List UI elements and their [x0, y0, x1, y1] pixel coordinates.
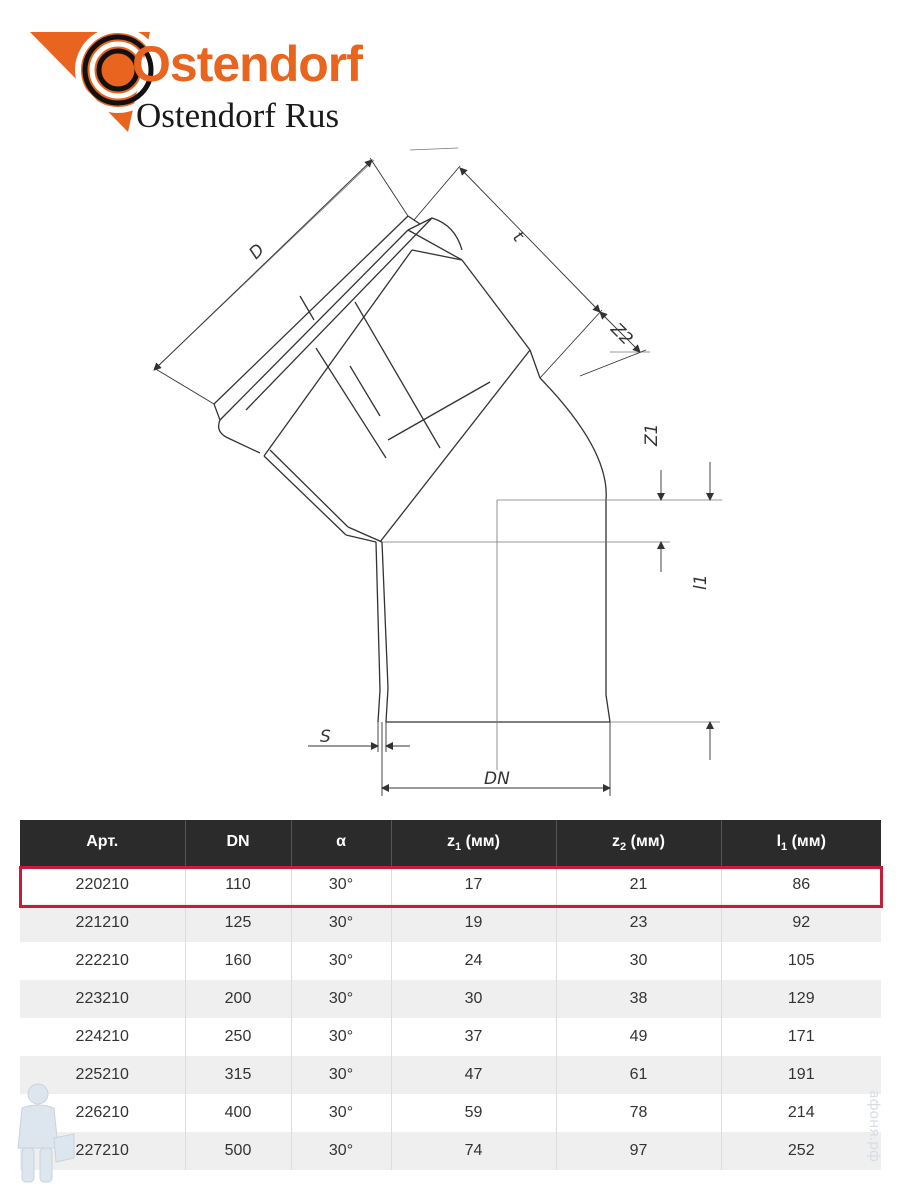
table-cell: 30 [556, 942, 721, 980]
label-d: D [245, 240, 269, 264]
table-cell: 400 [185, 1094, 291, 1132]
table-cell: 125 [185, 904, 291, 942]
pipe-outer-left-line [382, 542, 388, 688]
table-cell: 191 [721, 1056, 881, 1094]
table-cell: 250 [185, 1018, 291, 1056]
table-cell: 30° [291, 866, 391, 904]
table-row-highlighted [20, 866, 881, 904]
brand-sub-name: Ostendorf Rus [136, 96, 340, 135]
table-cell: 30 [391, 980, 556, 1018]
table-cell: 500 [185, 1132, 291, 1170]
table-cell: 105 [721, 942, 881, 980]
column-header: α [291, 820, 391, 866]
table-cell: 61 [556, 1056, 721, 1094]
table-cell: 171 [721, 1018, 881, 1056]
column-header: Арт. [20, 820, 185, 866]
table-cell: 23 [556, 904, 721, 942]
table-cell: 226210 [20, 1094, 185, 1132]
table-cell: 37 [391, 1018, 556, 1056]
plumber-mascot-icon [8, 1078, 78, 1188]
table-row [20, 904, 881, 942]
table-cell: 224210 [20, 1018, 185, 1056]
column-header: $l_1$ (мм) [721, 820, 881, 866]
table-cell: 30° [291, 1018, 391, 1056]
specification-table [20, 820, 881, 1170]
table-cell: 30° [291, 980, 391, 1018]
label-t: t [508, 227, 528, 247]
label-z1: Z1 [642, 423, 662, 446]
table-cell: 110 [185, 866, 291, 904]
table-cell: 49 [556, 1018, 721, 1056]
table-row [20, 980, 881, 1018]
table-cell: 252 [721, 1132, 881, 1170]
table-row [20, 1018, 881, 1056]
label-s: S [320, 727, 331, 747]
table-cell: 129 [721, 980, 881, 1018]
label-z2: Z2 [606, 319, 637, 350]
table-cell: 222210 [20, 942, 185, 980]
table-row [20, 1132, 881, 1170]
table-cell: 47 [391, 1056, 556, 1094]
table-cell: 30° [291, 942, 391, 980]
table-cell: 59 [391, 1094, 556, 1132]
table-cell: 30° [291, 1056, 391, 1094]
table-cell: 19 [391, 904, 556, 942]
dimension-d-line [154, 160, 372, 370]
label-l1: l1 [691, 574, 711, 590]
label-dn: DN [484, 769, 510, 789]
pipe-bend-drawing [110, 120, 730, 810]
dimension-t-line [460, 168, 600, 312]
table-cell: 17 [391, 866, 556, 904]
table-cell: 227210 [20, 1132, 185, 1170]
table-cell: 225210 [20, 1056, 185, 1094]
table-cell: 30° [291, 904, 391, 942]
table-cell: 223210 [20, 980, 185, 1018]
column-header: $z_2$ (мм) [556, 820, 721, 866]
table-cell: 30° [291, 1132, 391, 1170]
table-cell: 97 [556, 1132, 721, 1170]
table-cell: 160 [185, 942, 291, 980]
table-cell: 220210 [20, 866, 185, 904]
table-cell: 30° [291, 1094, 391, 1132]
watermark-text: афоня.рф [866, 1090, 882, 1162]
column-header: DN [185, 820, 291, 866]
table-header-row [20, 820, 881, 866]
brand-name: Ostendorf [132, 36, 362, 92]
table-cell: 38 [556, 980, 721, 1018]
pipe-outer-curve [540, 378, 606, 500]
table-cell: 200 [185, 980, 291, 1018]
table-row [20, 1056, 881, 1094]
table-cell: 24 [391, 942, 556, 980]
column-header: $z_1$ (мм) [391, 820, 556, 866]
table-row [20, 942, 881, 980]
table-cell: 86 [721, 866, 881, 904]
table-cell: 315 [185, 1056, 291, 1094]
table-cell: 214 [721, 1094, 881, 1132]
table-row [20, 1094, 881, 1132]
table-cell: 78 [556, 1094, 721, 1132]
table-cell: 74 [391, 1132, 556, 1170]
table-cell: 92 [721, 904, 881, 942]
table-cell: 221210 [20, 904, 185, 942]
table-cell: 21 [556, 866, 721, 904]
